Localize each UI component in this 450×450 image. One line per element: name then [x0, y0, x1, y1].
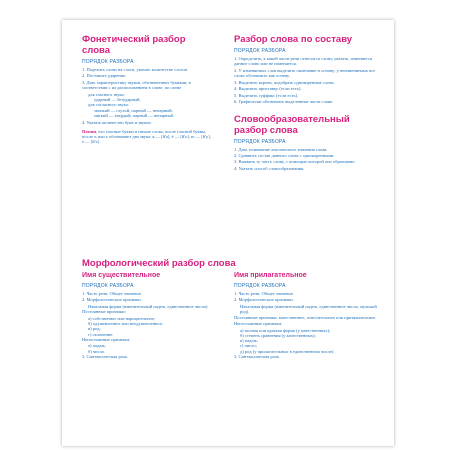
noun-constant-1: а) собственное или нарицательное; [88, 315, 156, 321]
composition-step-1: 1. Определить, к какой части речи относится слово; указать, изменяется данное слово или не изменяется. [234, 56, 372, 67]
composition-section [234, 34, 378, 172]
noun-step-3: 3. Синтаксическая роль. [82, 354, 129, 360]
composition-step-4: 4. Выделить приставку (если есть). [234, 86, 302, 92]
composition-step-6: 6. Графически обозначить выделенные части слова. [234, 99, 334, 105]
noun-order-label: ПОРЯДОК РАЗБОРА [82, 283, 134, 289]
phonetic-order-label: ПОРЯДОК РАЗБОРА [82, 59, 134, 65]
adjective-variable-4: г) число; [240, 343, 257, 349]
composition-step-3: 3. Выделить корень, подобрать однокоренные слова. [234, 79, 335, 85]
phonetic-section [82, 34, 212, 144]
noun-variable-2: б) число. [88, 348, 106, 354]
noun-constant-4: г) склонение. [88, 331, 114, 337]
morphology-title: Морфологический разбор слова [82, 258, 236, 269]
derivation-step-3: 3. Выявить ту часть слова, с помощью которой оно образовано. [234, 159, 356, 165]
remember-word: Помни [82, 128, 96, 134]
vowel-detail: ударный — безударный; [94, 97, 141, 103]
morphology-section [82, 258, 378, 360]
remember-note [82, 129, 212, 145]
adjective-title: Имя прилагательное [234, 272, 307, 279]
composition-order-label: ПОРЯДОК РАЗБОРА [234, 48, 286, 54]
noun-constant-label: Постоянные признаки: [82, 309, 126, 315]
phonetic-step-1: 1. Поделить слово на слоги, указать количество слогов. [82, 67, 188, 72]
composition-step-2: 2. У изменяемых слов выделить окончание и основу; у неизменяемых все слово обозначить как основу. [234, 67, 376, 79]
phonetic-step-4: 4. Указать количество букв и звуков. [82, 120, 152, 126]
phonetic-title: Фонетический разбор слова [82, 34, 186, 56]
noun-step-2: 2. Морфологические признаки. [82, 297, 142, 303]
derivation-step-2: 2. Сравнить состав данного слова с однокоренными. [234, 152, 335, 158]
composition-step-5: 5. Выделить суффикс (если есть). [234, 92, 299, 98]
derivation-step-4: 4. Указать способ словообразования. [234, 165, 305, 171]
noun-variable-label: Непостоянные признаки: [82, 336, 131, 342]
noun-title: Имя существительное [82, 272, 161, 279]
composition-title: Разбор слова по составу [234, 34, 353, 45]
consonant-line-2: мягкий — твердый, парный — непарный. [94, 112, 175, 118]
remember-text: , что гласные буквы в начале слова, после гласной буквы, после ъ или ь обозначают два звука: я — [й'а], ё — [й'о], ю — [й'у], е — [й'э]. [82, 128, 211, 145]
adjective-variable-2: б) степень сравнения (у качественных); [240, 332, 316, 338]
textbook-page [62, 20, 394, 446]
vowel-label: для гласного звука: [88, 91, 125, 97]
noun-variable-1: а) падеж; [88, 343, 106, 349]
adjective-initial-form: Начальная форма (именительный падеж, единственное число, мужской род). [240, 303, 377, 315]
noun-constant-3: в) род; [88, 326, 101, 332]
consonant-label: для согласного звука: [88, 102, 129, 108]
noun-initial-form: Начальная форма (именительный падеж, единственное число). [88, 303, 209, 309]
adjective-order-label: ПОРЯДОК РАЗБОРА [234, 283, 286, 289]
noun-step-1: 1. Часть речи. Общее значение. [82, 291, 142, 296]
adjective-step-1: 1. Часть речи. Общее значение. [234, 291, 294, 296]
adjective-step-3: 3. Синтаксическая роль. [234, 354, 281, 360]
phonetic-step-3: 3. Дать характеристику звуков, обозначенных буквами, в соответствии с их расположением в слове, по схеме [82, 79, 191, 91]
adjective-section [234, 272, 378, 361]
adjective-variable-3: в) падеж; [240, 338, 258, 344]
adjective-variable-label: Непостоянные признаки: [234, 321, 283, 327]
adjective-variable-5: д) род (у прилагательных в единственном числе). [240, 348, 335, 354]
consonant-line-1: звонкий — глухой, парный — непарный; [94, 107, 173, 113]
derivation-step-1: 1. Дать толкование лексического значения слова. [234, 146, 328, 152]
noun-constant-2: б) одушевленное или неодушевленное; [88, 321, 163, 327]
derivation-title: Словообразовательный разбор слова [234, 113, 350, 136]
adjective-step-2: 2. Морфологические признаки. [234, 297, 294, 303]
derivation-order-label: ПОРЯДОК РАЗБОРА [234, 138, 286, 145]
noun-section [82, 272, 212, 361]
adjective-variable-1: а) полная или краткая форма (у качественных); [240, 327, 331, 333]
phonetic-step-2: 2. Поставить ударение. [82, 73, 127, 79]
adjective-constant-label: Постоянные признаки: качественное, относительное или притяжательное. [234, 314, 377, 320]
